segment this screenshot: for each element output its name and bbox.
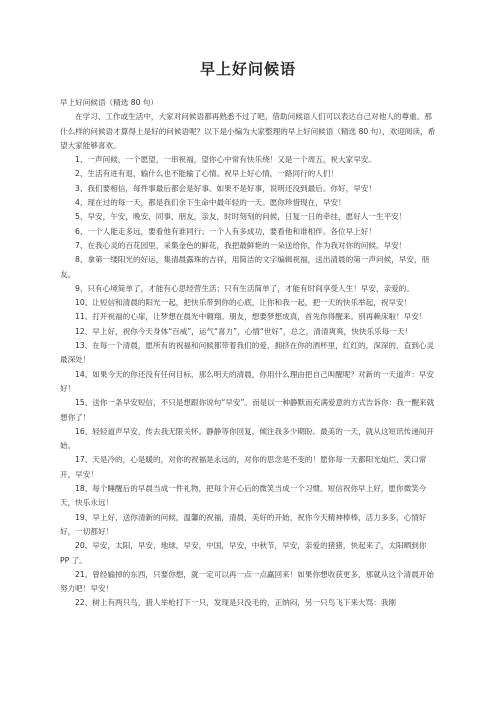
- article-subtitle: 早上好问候语（精选 80 句）: [60, 98, 159, 107]
- list-item: 2、生活有进有退，输什么也不能输了心情。祝早上好心情，一路同行的人们！: [75, 169, 339, 179]
- list-item: 3、我们要相信，每件事最后都会是好事。如果不是好事，说明还没到最后。你好，早安！: [75, 183, 376, 193]
- list-item: 11、打开祝福的心扉，让梦想在晨光中翱翔。朋友，想要梦想成真，首先你得醒来。别再赖床啦！早安！: [75, 312, 427, 322]
- list-item: 12、早上好，祝你今天身体“百威”，运气“喜力”，心情“世好”，总之，清清爽爽，快快乐乐每一天！: [75, 326, 413, 336]
- article-intro: 在学习、工作或生活中，大家对问候语都再熟悉不过了吧，借助问候语人们可以表达自己对他人的尊重。那什么样的问候语才算得上是好的问候语呢？以下是小编为大家整理的早上好问候语（精选 80 句），欢迎阅读，希望大家能够喜欢。: [60, 112, 436, 150]
- article-body: [60, 96, 436, 611]
- list-item: 13、在每一个清晨，愿所有的祝福和问候都带着我们的爱，拥挤在你的酒杯里，红红的，深深的，直到心灵最深处！: [60, 341, 434, 365]
- list-item: 16、轻轻道声早安，传去我无限关怀。静静等你回复，倾注我多少期盼。最美的一天，就从这短讯传递间开始。: [60, 426, 434, 451]
- list-item: 18、每个睡醒后的早晨当成一件礼物，把每个开心后的微笑当成一个习惯。短信祝你早上好，愿你微笑今天，快乐永远！: [60, 484, 427, 508]
- list-item: 14、如果今天的你还没有任何目标，那么明天的清晨，你用什么理由把自己叫醒呢？对新的一天道声：早安好！: [60, 369, 434, 393]
- list-item: 22、树上有两只鸟，猎人举枪打下一只，发现是只没毛的，正纳闷，另一只鸟飞下来大骂：我刚: [75, 598, 397, 608]
- list-item: 10、让短信和清晨的阳光一起，把快乐带到你的心底，让你和我一起，把一天的快乐举起，祝早安！: [75, 298, 412, 308]
- list-item: 15、送你一条早安短信，不只是想跟你说句“早安”。而是以一种静默而充满爱意的方式告诉你：我一醒来就想你了！: [60, 398, 435, 422]
- list-item: 20、早安，太阳，早安，地球，早安，中国，早安，中秋节，早安，亲爱的猪猪，快起来了，太阳晒到你 PP 了。: [60, 541, 427, 565]
- list-item: 17、天是冷的，心是暖的，对你的祝福是永远的，对你的思念是不变的！愿你每一天都阳光灿烂、笑口常开，早安！: [60, 455, 427, 479]
- page-title: 早上好问候语: [199, 60, 296, 78]
- list-item: 5、早安，午安，晚安，同事，朋友，亲友，时时刻刻的问候，日复一日的牵挂，愿好人一生平安！: [75, 212, 407, 222]
- list-item: 7、在我心灵的百花园里，采集金色的鲜花，我把最鲜艳的一朵送给你，作为我对你的问候。早安！: [75, 240, 407, 250]
- list-item: 1、一声问候，一个愿望，一串祝福，望你心中常有快乐绕！又是一个周五，祝大家早安。: [75, 155, 376, 165]
- list-item: 9、只有心境简单了，才能有心思经营生活；只有生活简单了，才能有时间享受人生！早安，亲爱的。: [75, 283, 414, 293]
- list-item: 21、曾经输掉的东西，只要你想，就一定可以再一点一点赢回来！如果你想收获更多，那就从这个清晨开始努力吧！早安！: [60, 569, 434, 594]
- list-item: 4、现在过的每一天，都是我们余下生命中最年轻的一天。愿你珍惜现在，早安！: [75, 198, 346, 208]
- list-item: 8、拿第一缕阳光的好运，集清晨露珠的吉祥，用简洁的文字编辑祝福，送出清晨的第一声问候，早安，朋友。: [60, 255, 430, 279]
- list-item: 6、一个人能走多远，要看他有谁同行；一个人有多成功，要看他和谁相伴。各位早上好！: [75, 226, 376, 236]
- list-item: 19、早上好，送你清新的问候，温馨的祝福，清晨，美好的开始，祝你今天精神棒棒，活力多多，心情好好，一切都好！: [60, 512, 427, 536]
